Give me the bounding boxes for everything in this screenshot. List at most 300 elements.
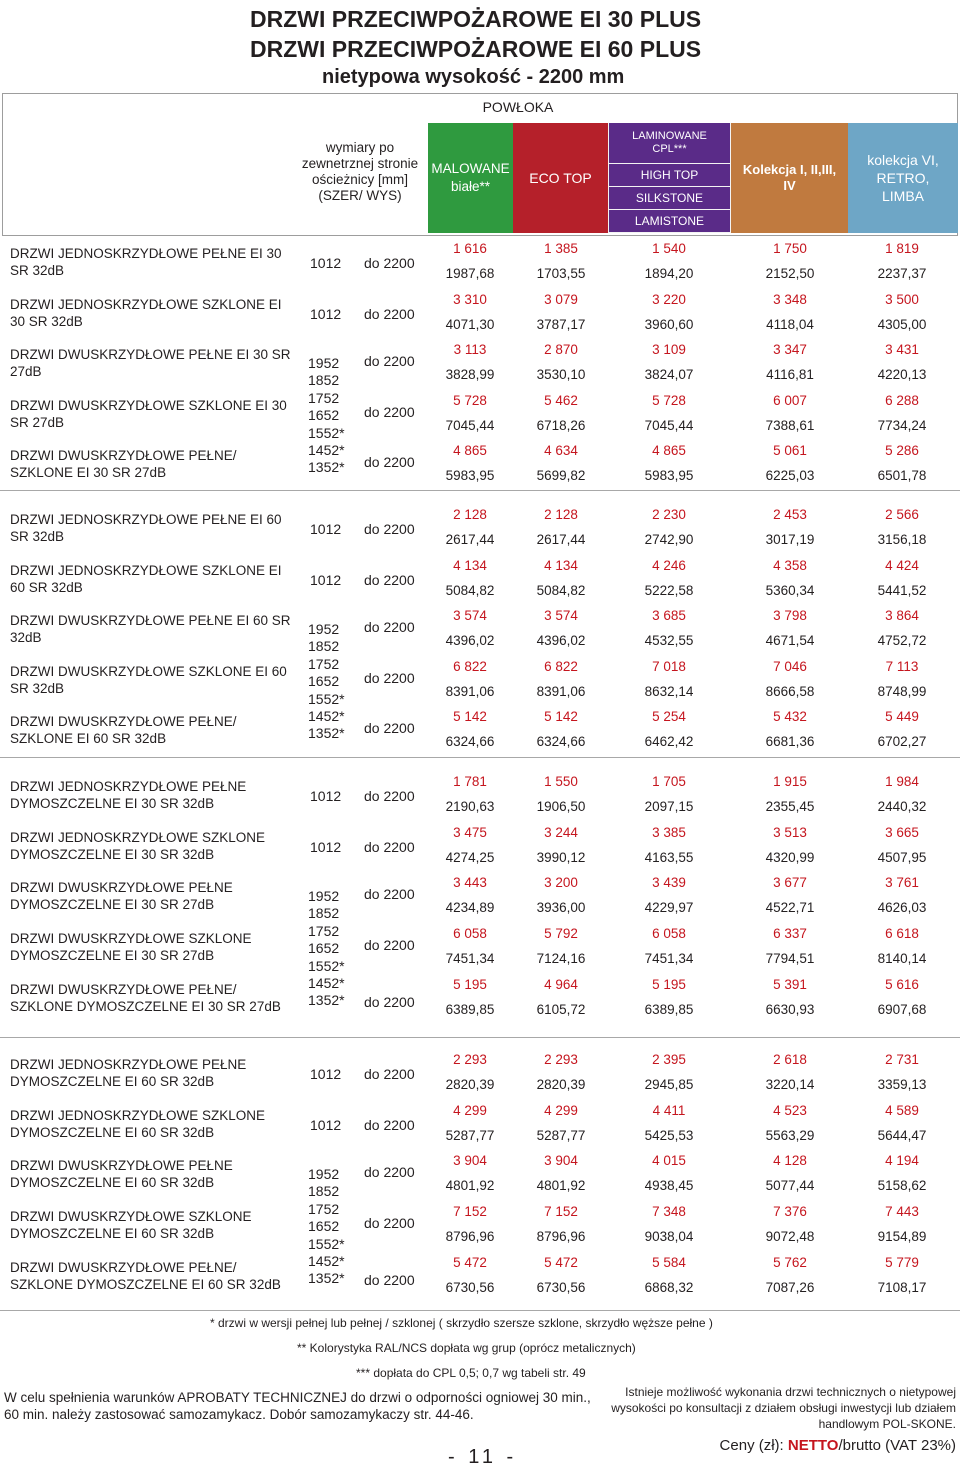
dims-double: 1352* <box>308 1270 345 1287</box>
price-netto: 3 904 <box>544 1153 578 1168</box>
price-brutto: 6324,66 <box>536 734 586 749</box>
price-netto: 7 443 <box>885 1203 919 1219</box>
price-netto: 2 395 <box>652 1052 686 1067</box>
price-brutto: 2742,90 <box>644 532 694 547</box>
price-brutto: 1906,50 <box>536 799 586 814</box>
dims-height: do 2200 <box>364 403 415 420</box>
price-brutto: 8632,14 <box>644 683 694 699</box>
dims-double: 1752 <box>308 655 340 672</box>
price-brutto: 5983,95 <box>445 468 495 483</box>
price-netto: 4 299 <box>544 1102 578 1118</box>
price-netto: 3 677 <box>773 875 807 890</box>
price-brutto: 5425,53 <box>644 1127 694 1143</box>
price-netto: 5 286 <box>885 443 919 458</box>
price-netto: 3 385 <box>652 824 686 840</box>
title-block <box>250 4 730 64</box>
price-netto: 3 244 <box>544 824 578 840</box>
dims-height: do 2200 <box>364 1214 415 1231</box>
price-brutto: 3960,60 <box>644 316 694 332</box>
price-netto: 1 781 <box>453 774 487 789</box>
price-brutto: 3156,18 <box>877 532 927 547</box>
price-netto: 3 475 <box>453 824 487 840</box>
row-label: DRZWI JEDNOSKRZYDŁOWE SZKLONE DYMOSZCZELNE EI 60 SR 32dB <box>10 1107 266 1140</box>
price-brutto: 5158,62 <box>877 1178 927 1193</box>
price-netto: 5 472 <box>544 1254 578 1270</box>
price-brutto: 8748,99 <box>877 683 927 699</box>
header-kolekcja-1 <box>731 123 848 233</box>
dims-double: 1852 <box>308 372 340 389</box>
price-brutto: 4752,72 <box>877 633 927 648</box>
price-brutto: 7045,44 <box>644 417 694 433</box>
price-brutto: 6462,42 <box>644 734 694 749</box>
row-label: DRZWI DWUSKRZYDŁOWE PEŁNE DYMOSZCZELNE EI 30 SR 27dB <box>10 880 233 912</box>
price-brutto: 2617,44 <box>445 532 495 547</box>
dims-height: do 2200 <box>364 720 415 736</box>
dims-double: 1752 <box>308 389 340 406</box>
price-netto: 3 439 <box>652 875 686 890</box>
price-brutto: 3220,14 <box>765 1077 815 1092</box>
dims-height: do 2200 <box>364 571 415 588</box>
lamistone-label: LAMISTONE <box>609 210 730 232</box>
price-netto: 4 134 <box>453 557 487 573</box>
price-brutto: 6718,26 <box>536 417 586 433</box>
price-netto: 4 589 <box>885 1102 919 1118</box>
price-netto: 1 915 <box>773 774 807 789</box>
price-brutto: 4220,13 <box>877 367 927 382</box>
price-brutto: 4071,30 <box>445 316 495 332</box>
price-brutto: 5983,95 <box>644 468 694 483</box>
malowane-sub: białe** <box>450 179 491 194</box>
price-brutto: 2152,50 <box>765 266 815 281</box>
price-netto: 3 798 <box>773 608 807 623</box>
price-netto: 3 904 <box>453 1153 487 1168</box>
price-netto: 5 449 <box>885 709 919 724</box>
row-label: DRZWI DWUSKRZYDŁOWE PEŁNE EI 60 SR 32dB <box>10 613 291 645</box>
price-netto: 1 540 <box>652 241 686 256</box>
price-netto: 5 142 <box>453 709 487 724</box>
price-brutto: 7087,26 <box>765 1279 815 1295</box>
row-label: DRZWI DWUSKRZYDŁOWE SZKLONE DYMOSZCZELNE EI 60 SR 32dB <box>10 1208 252 1241</box>
price-brutto: 5287,77 <box>445 1127 495 1143</box>
price-brutto: 5699,82 <box>536 468 586 483</box>
dims-single: 1012 <box>310 788 342 804</box>
price-netto: 3 500 <box>885 291 919 307</box>
price-brutto: 7451,34 <box>644 950 694 966</box>
footnote-2: ** Kolorystyka RAL/NCS dopłata wg grup (oprócz metalicznych) <box>297 1341 636 1355</box>
price-netto: 4 865 <box>652 443 686 458</box>
price-brutto: 2097,15 <box>644 799 694 814</box>
price-netto: 5 432 <box>773 709 807 724</box>
price-netto: 1 705 <box>652 774 686 789</box>
price-netto: 3 574 <box>453 608 487 623</box>
dims-single: 1012 <box>310 255 342 271</box>
price-brutto: 9154,89 <box>877 1228 927 1244</box>
row-label: DRZWI DWUSKRZYDŁOWE PEŁNE/ SZKLONE EI 60 SR 32dB <box>10 714 237 746</box>
price-netto: 4 134 <box>544 557 578 573</box>
price-brutto: 6868,32 <box>644 1279 694 1295</box>
hightop-label: HIGH TOP <box>609 164 730 186</box>
price-netto: 2 618 <box>773 1052 807 1067</box>
dims-single: 1012 <box>310 1066 342 1082</box>
ecotop-label: ECO TOP <box>529 170 592 186</box>
price-brutto: 9072,48 <box>765 1228 815 1244</box>
price-brutto: 3787,17 <box>536 316 586 332</box>
price-netto: 2 128 <box>453 507 487 522</box>
price-brutto: 4396,02 <box>536 633 586 648</box>
price-legend <box>720 1437 956 1454</box>
price-brutto: 3359,13 <box>877 1077 927 1092</box>
price-netto: 5 762 <box>773 1254 807 1270</box>
dims-double: 1452* <box>308 1253 345 1269</box>
price-netto: 3 513 <box>773 824 807 840</box>
price-brutto: 3017,19 <box>765 532 815 547</box>
price-legend-netto: NETTO <box>787 1437 839 1454</box>
price-netto: 1 550 <box>544 774 578 789</box>
price-netto: 5 254 <box>652 709 686 724</box>
price-brutto: 2820,39 <box>445 1077 495 1092</box>
dims-height: do 2200 <box>364 936 415 953</box>
dims-double: 1552* <box>308 1235 345 1252</box>
dims-double: 1552* <box>308 424 345 441</box>
price-brutto: 7794,51 <box>765 950 815 966</box>
dims-double: 1552* <box>308 690 345 707</box>
price-brutto: 4801,92 <box>445 1178 495 1193</box>
price-netto: 5 462 <box>544 392 578 408</box>
price-netto: 7 348 <box>652 1203 686 1219</box>
dims-double: 1952 <box>308 888 340 904</box>
price-netto: 5 195 <box>652 976 686 992</box>
price-netto: 5 061 <box>773 443 807 458</box>
price-netto: 4 299 <box>453 1102 487 1118</box>
price-brutto: 5360,34 <box>765 582 815 598</box>
price-netto: 2 293 <box>453 1052 487 1067</box>
price-netto: 7 046 <box>773 658 807 674</box>
price-netto: 5 195 <box>453 976 487 992</box>
subtitle: nietypowa wysokość - 2200 mm <box>322 66 625 88</box>
price-netto: 3 574 <box>544 608 578 623</box>
price-netto: 3 200 <box>544 875 578 890</box>
price-netto: 1 819 <box>885 241 919 256</box>
silkstone-label: SILKSTONE <box>609 187 730 209</box>
price-netto: 3 864 <box>885 608 919 623</box>
price-brutto: 4229,97 <box>644 900 694 915</box>
dims-header: wymiary po zewnetrznej stronie ościeżnicy [mm] (SZER/ WYS) <box>301 140 419 203</box>
price-netto: 7 376 <box>773 1203 807 1219</box>
price-brutto: 7045,44 <box>445 417 495 433</box>
dims-height: do 2200 <box>364 305 415 322</box>
price-netto: 1 616 <box>453 241 487 256</box>
header-malowane <box>428 123 513 233</box>
price-brutto: 6324,66 <box>445 734 495 749</box>
row-label: DRZWI JEDNOSKRZYDŁOWE PEŁNE EI 30 SR 32dB <box>10 246 282 278</box>
price-netto: 3 310 <box>453 291 487 307</box>
dims-height: do 2200 <box>364 1164 415 1180</box>
price-netto: 3 443 <box>453 875 487 890</box>
price-brutto: 3990,12 <box>536 849 586 865</box>
section-separator <box>0 1310 960 1311</box>
price-brutto: 2820,39 <box>536 1077 586 1092</box>
price-brutto: 8391,06 <box>445 683 495 699</box>
dims-height: do 2200 <box>364 669 415 686</box>
row-label: DRZWI DWUSKRZYDŁOWE PEŁNE/ SZKLONE DYMOSZCZELNE EI 60 SR 32dB <box>10 1259 281 1292</box>
kolekcja1-label: Kolekcja I, II,III, IV <box>742 162 837 193</box>
price-netto: 6 822 <box>453 658 487 674</box>
dims-double: 1652 <box>308 673 340 690</box>
price-brutto: 4320,99 <box>765 849 815 865</box>
dims-double: 1352* <box>308 725 345 742</box>
price-brutto: 4116,81 <box>766 367 814 382</box>
price-brutto: 3824,07 <box>644 367 694 382</box>
title-line-2: DRZWI PRZECIWPOŻAROWE EI 60 PLUS <box>250 36 702 62</box>
dims-height: do 2200 <box>364 619 415 635</box>
price-brutto: 8140,14 <box>877 950 927 966</box>
dims-height: do 2200 <box>364 255 415 271</box>
price-netto: 2 731 <box>885 1052 919 1067</box>
price-netto: 5 728 <box>652 392 686 408</box>
price-brutto: 7451,34 <box>445 950 495 966</box>
price-brutto: 2190,63 <box>445 799 495 814</box>
dims-double: 1852 <box>308 1183 340 1200</box>
price-brutto: 9038,04 <box>644 1228 694 1244</box>
price-brutto: 6907,68 <box>877 1001 927 1017</box>
dims-double: 1452* <box>308 708 345 724</box>
price-brutto: 3936,00 <box>536 900 586 915</box>
price-brutto: 8391,06 <box>536 683 586 699</box>
dims-double: 1952 <box>308 621 340 637</box>
dims-height: do 2200 <box>364 353 415 369</box>
price-brutto: 5084,82 <box>445 582 495 598</box>
price-netto: 3 431 <box>885 342 919 357</box>
row-label: DRZWI JEDNOSKRZYDŁOWE SZKLONE DYMOSZCZELNE EI 30 SR 32dB <box>10 829 266 862</box>
price-netto: 2 293 <box>544 1052 578 1067</box>
row-label: DRZWI DWUSKRZYDŁOWE PEŁNE DYMOSZCZELNE EI 60 SR 32dB <box>10 1158 233 1190</box>
price-brutto: 2617,44 <box>536 532 586 547</box>
price-netto: 5 779 <box>885 1254 919 1270</box>
price-brutto: 4626,03 <box>877 900 927 915</box>
price-netto: 7 113 <box>885 658 919 674</box>
price-netto: 4 964 <box>544 976 578 992</box>
price-netto: 4 865 <box>453 443 487 458</box>
price-netto: 7 152 <box>544 1203 578 1219</box>
price-brutto: 4938,45 <box>644 1178 694 1193</box>
price-brutto: 7108,17 <box>877 1279 927 1295</box>
price-brutto: 4522,71 <box>765 900 815 915</box>
footnote-1: * drzwi w wersji pełnej lub pełnej / szklonej ( skrzydło szersze szklone, skrzydło węższe pełne ) <box>210 1316 713 1330</box>
price-netto: 4 634 <box>544 443 578 458</box>
dims-double: 1352* <box>308 992 345 1009</box>
dims-height: do 2200 <box>364 521 415 537</box>
row-label: DRZWI DWUSKRZYDŁOWE PEŁNE/ SZKLONE EI 30 SR 27dB <box>10 448 237 480</box>
price-brutto: 5287,77 <box>536 1127 586 1143</box>
price-brutto: 4118,04 <box>766 316 814 332</box>
price-brutto: 6702,27 <box>877 734 927 749</box>
dims-double: 1552* <box>308 957 345 974</box>
coating-label: POWŁOKA <box>482 99 554 115</box>
price-legend-prefix: Ceny (zł): <box>719 1437 788 1454</box>
price-brutto: 6225,03 <box>765 468 815 483</box>
price-netto: 3 665 <box>885 824 919 840</box>
row-label: DRZWI JEDNOSKRZYDŁOWE SZKLONE EI 60 SR 32dB <box>10 562 282 595</box>
laminowane-label: LAMINOWANE CPL*** <box>609 123 730 163</box>
malowane-label: MALOWANE <box>431 161 510 176</box>
dims-double: 1452* <box>308 442 345 458</box>
dims-height: do 2200 <box>364 993 415 1010</box>
price-netto: 5 391 <box>773 976 807 992</box>
bottom-left-note: W celu spełnienia warunków APROBATY TECHNICZNEJ do drzwi o odporności ogniowej 30 min., 60 min. należy zastosować samozamykacz. Dobór samozamykaczy str. 44-46. <box>4 1390 591 1422</box>
title-line-1: DRZWI PRZECIWPOŻAROWE EI 30 PLUS <box>250 6 702 32</box>
section-separator <box>0 490 960 491</box>
dims-height: do 2200 <box>364 1066 415 1082</box>
price-brutto: 6681,36 <box>765 734 815 749</box>
price-brutto: 2945,85 <box>644 1077 694 1092</box>
price-netto: 6 058 <box>453 925 487 941</box>
dims-double: 1652 <box>308 407 340 424</box>
price-netto: 1 750 <box>773 241 807 256</box>
price-brutto: 4163,55 <box>644 849 694 865</box>
price-brutto: 4274,25 <box>445 849 495 865</box>
dims-double: 1652 <box>308 1218 340 1235</box>
price-brutto: 4532,55 <box>644 633 694 648</box>
price-netto: 4 424 <box>885 557 919 573</box>
section-separator <box>0 1037 960 1038</box>
price-netto: 4 523 <box>773 1102 807 1118</box>
price-brutto: 2440,32 <box>877 799 927 814</box>
dims-height: do 2200 <box>364 1271 415 1288</box>
price-netto: 3 079 <box>544 291 578 307</box>
price-netto: 2 128 <box>544 507 578 522</box>
dims-double: 1352* <box>308 459 345 476</box>
row-label: DRZWI DWUSKRZYDŁOWE PEŁNE EI 30 SR 27dB <box>10 347 291 379</box>
dims-double: 1452* <box>308 975 345 991</box>
price-brutto: 5084,82 <box>536 582 586 598</box>
price-brutto: 3530,10 <box>536 367 586 382</box>
price-brutto: 6730,56 <box>445 1279 495 1295</box>
price-brutto: 1987,68 <box>445 266 495 281</box>
dims-single: 1012 <box>310 305 342 322</box>
dims-height: do 2200 <box>364 788 415 804</box>
price-brutto: 6389,85 <box>445 1001 495 1017</box>
header-kolekcja-2 <box>848 123 958 233</box>
header-laminowane <box>608 123 731 233</box>
price-brutto: 5077,44 <box>765 1178 815 1193</box>
price-brutto: 5222,58 <box>644 582 694 598</box>
price-netto: 5 616 <box>885 976 919 992</box>
price-brutto: 6105,72 <box>536 1001 586 1017</box>
price-netto: 3 109 <box>652 342 686 357</box>
price-netto: 4 358 <box>773 557 807 573</box>
dims-double: 1852 <box>308 905 340 922</box>
price-netto: 4 411 <box>652 1102 686 1118</box>
price-netto: 5 142 <box>544 709 578 724</box>
price-brutto: 1703,55 <box>536 266 586 281</box>
price-brutto: 8666,58 <box>765 683 815 699</box>
price-netto: 6 337 <box>773 925 807 941</box>
row-label: DRZWI JEDNOSKRZYDŁOWE PEŁNE DYMOSZCZELNE EI 60 SR 32dB <box>10 1057 247 1089</box>
price-brutto: 5563,29 <box>765 1127 815 1143</box>
price-brutto: 5644,47 <box>877 1127 927 1143</box>
price-brutto: 1894,20 <box>644 266 694 281</box>
price-brutto: 6730,56 <box>536 1279 586 1295</box>
dims-double: 1952 <box>308 355 340 371</box>
dims-double: 1752 <box>308 1200 340 1217</box>
price-brutto: 2237,37 <box>877 266 927 281</box>
price-brutto: 7124,16 <box>536 950 586 966</box>
price-legend-suffix: /brutto (VAT 23%) <box>838 1437 956 1454</box>
price-netto: 7 018 <box>652 658 686 674</box>
price-brutto: 4305,00 <box>877 316 927 332</box>
price-brutto: 6389,85 <box>644 1001 694 1017</box>
price-brutto: 5441,52 <box>877 582 927 598</box>
price-netto: 4 246 <box>652 557 686 573</box>
dims-double: 1752 <box>308 922 340 939</box>
price-netto: 2 566 <box>885 507 919 522</box>
price-netto: 6 007 <box>773 392 807 408</box>
dims-single: 1012 <box>310 838 342 855</box>
dims-double: 1652 <box>308 940 340 957</box>
price-netto: 3 348 <box>773 291 807 307</box>
price-netto: 3 685 <box>652 608 686 623</box>
price-netto: 1 385 <box>544 241 578 256</box>
footnote-3: *** dopłata do CPL 0,5; 0,7 wg tabeli str. 49 <box>356 1366 586 1380</box>
price-netto: 6 822 <box>544 658 578 674</box>
dims-double: 1852 <box>308 638 340 655</box>
price-netto: 2 453 <box>773 507 807 522</box>
price-brutto: 4234,89 <box>445 900 495 915</box>
price-brutto: 7388,61 <box>765 417 815 433</box>
price-netto: 3 113 <box>453 342 487 357</box>
row-label: DRZWI DWUSKRZYDŁOWE SZKLONE DYMOSZCZELNE EI 30 SR 27dB <box>10 930 252 963</box>
header-ecotop <box>513 123 608 233</box>
price-netto: 7 152 <box>453 1203 487 1219</box>
row-label: DRZWI DWUSKRZYDŁOWE PEŁNE/ SZKLONE DYMOSZCZELNE EI 30 SR 27dB <box>10 981 281 1014</box>
price-netto: 2 230 <box>652 507 686 522</box>
row-label: DRZWI DWUSKRZYDŁOWE SZKLONE EI 60 SR 32dB <box>10 663 287 696</box>
price-netto: 2 870 <box>544 342 578 357</box>
row-label: DRZWI JEDNOSKRZYDŁOWE SZKLONE EI 30 SR 32dB <box>10 296 282 329</box>
dims-double: 1952 <box>308 1166 340 1182</box>
price-netto: 4 128 <box>773 1153 807 1168</box>
dims-height: do 2200 <box>364 1116 415 1133</box>
dims-height: do 2200 <box>364 838 415 855</box>
price-netto: 4 015 <box>652 1153 686 1168</box>
price-netto: 6 058 <box>652 925 686 941</box>
dims-single: 1012 <box>310 571 342 588</box>
price-netto: 6 618 <box>885 925 919 941</box>
row-label: DRZWI JEDNOSKRZYDŁOWE PEŁNE DYMOSZCZELNE EI 30 SR 32dB <box>10 779 247 811</box>
price-brutto: 2355,45 <box>765 799 815 814</box>
dims-height: do 2200 <box>364 454 415 470</box>
price-brutto: 4671,54 <box>765 633 815 648</box>
price-netto: 4 194 <box>885 1153 919 1168</box>
price-brutto: 8796,96 <box>536 1228 586 1244</box>
dims-single: 1012 <box>310 1116 342 1133</box>
price-netto: 3 220 <box>652 291 686 307</box>
dims-height: do 2200 <box>364 886 415 902</box>
price-netto: 6 288 <box>885 392 919 408</box>
price-brutto: 4396,02 <box>445 633 495 648</box>
price-brutto: 4801,92 <box>536 1178 586 1193</box>
price-netto: 5 792 <box>544 925 578 941</box>
price-netto: 3 761 <box>885 875 919 890</box>
dims-single: 1012 <box>310 521 342 537</box>
price-netto: 1 984 <box>885 774 919 789</box>
row-label: DRZWI DWUSKRZYDŁOWE SZKLONE EI 30 SR 27dB <box>10 397 287 430</box>
price-netto: 5 472 <box>453 1254 487 1270</box>
price-netto: 3 347 <box>773 342 807 357</box>
price-brutto: 4507,95 <box>877 849 927 865</box>
section-separator <box>0 757 960 758</box>
price-brutto: 7734,24 <box>877 417 927 433</box>
